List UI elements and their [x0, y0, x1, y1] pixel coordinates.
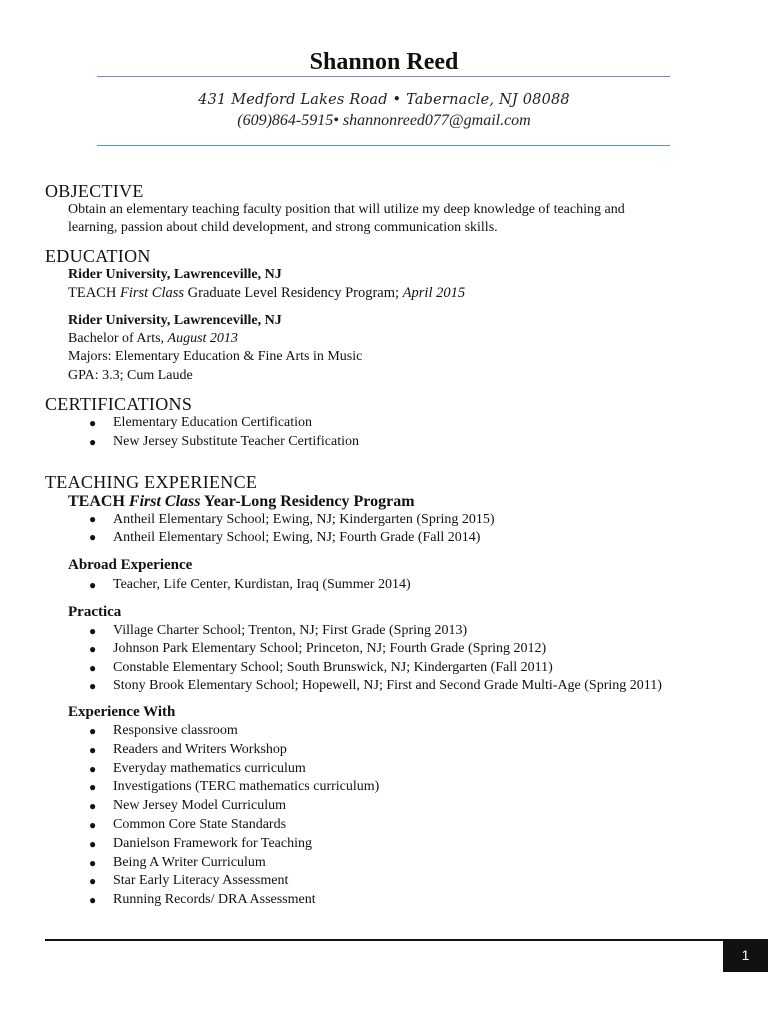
degree-prefix: Bachelor of Arts, — [68, 331, 168, 346]
abroad-title: Abroad Experience — [68, 557, 193, 573]
degree-date: August 2013 — [167, 331, 238, 346]
address-line: 431 Medford Lakes Road • Tabernacle, NJ 08088 — [198, 92, 570, 108]
list-item — [89, 835, 379, 854]
list-item-text: Johnson Park Elementary School; Princeton, NJ; Fourth Grade (Spring 2012) — [113, 641, 547, 657]
certifications-heading: CERTIFICATIONS — [45, 394, 193, 414]
list-item — [89, 741, 379, 760]
bullet-icon: ● — [89, 780, 97, 795]
list-item-text: Everyday mathematics curriculum — [113, 760, 306, 776]
program-mid: Graduate Level Residency Program; — [184, 285, 403, 301]
list-item — [89, 511, 495, 529]
experience-with-title: Experience With — [68, 704, 176, 720]
list-item-text: Elementary Education Certification — [113, 415, 313, 430]
list-item-text: Constable Elementary School; South Brunswick, NJ; Kindergarten (Fall 2011) — [113, 659, 553, 675]
list-item-text: Stony Brook Elementary School; Hopewell, NJ; First and Second Grade Multi-Age (Spring 2011) — [113, 677, 662, 693]
bullet-icon: ● — [89, 529, 97, 544]
education-degree-line — [68, 330, 238, 348]
list-item-text: New Jersey Model Curriculum — [113, 798, 287, 814]
residency-title — [68, 492, 415, 512]
list-item — [89, 797, 379, 816]
residency-suffix: Year-Long Residency Program — [200, 493, 415, 510]
list-item — [89, 414, 359, 433]
education-majors: Majors: Elementary Education & Fine Arts in Music — [68, 349, 363, 364]
resume-name: Shannon Reed — [309, 49, 459, 75]
list-item-text: Village Charter School; Trenton, NJ; First Grade (Spring 2013) — [113, 623, 468, 638]
bullet-icon: ● — [89, 642, 97, 657]
experience-with-list — [89, 722, 379, 910]
page-number: 1 — [723, 939, 768, 972]
practica-title: Practica — [68, 604, 122, 620]
bullet-icon: ● — [89, 874, 97, 889]
list-item — [89, 576, 411, 595]
list-item-text: Danielson Framework for Teaching — [113, 835, 312, 851]
bullet-icon: ● — [89, 416, 97, 430]
list-item — [89, 529, 495, 547]
list-item — [89, 433, 359, 452]
list-item — [89, 640, 662, 658]
list-item — [89, 854, 379, 873]
program-prefix: TEACH — [68, 285, 120, 301]
list-item — [89, 891, 379, 910]
residency-prefix: TEACH — [68, 493, 129, 510]
list-item — [89, 677, 662, 695]
footer-rule — [45, 939, 723, 941]
list-item-text: New Jersey Substitute Teacher Certification — [113, 433, 360, 449]
education-gpa: GPA: 3.3; Cum Laude — [68, 368, 193, 383]
residency-list — [89, 511, 495, 546]
education-school-2: Rider University, Lawrenceville, NJ — [68, 313, 282, 328]
list-item — [89, 778, 379, 797]
list-item-text: Star Early Literacy Assessment — [113, 873, 289, 889]
education-program-line — [68, 284, 465, 302]
objective-heading: OBJECTIVE — [45, 181, 144, 201]
bullet-icon: ● — [89, 512, 97, 526]
abroad-list — [89, 576, 411, 595]
list-item — [89, 872, 379, 891]
program-date: April 2015 — [402, 285, 466, 301]
list-item — [89, 760, 379, 779]
list-item — [89, 816, 379, 835]
bullet-icon: ● — [89, 434, 97, 449]
bullet-icon: ● — [89, 578, 97, 592]
residency-italic: First Class — [128, 493, 201, 510]
education-heading: EDUCATION — [45, 246, 151, 266]
objective-line-2: learning, passion about child development, and strong communication skills. — [68, 220, 498, 235]
list-item-text: Antheil Elementary School; Ewing, NJ; Kindergarten (Spring 2015) — [113, 512, 495, 527]
program-italic: First Class — [119, 285, 185, 301]
bullet-icon: ● — [89, 799, 97, 814]
bullet-icon: ● — [89, 893, 97, 908]
objective-line-1: Obtain an elementary teaching faculty position that will utilize my deep knowledge of teaching and — [68, 202, 625, 217]
list-item — [89, 722, 379, 741]
header-rule-top — [97, 76, 670, 77]
certifications-list — [89, 414, 359, 452]
education-school-1: Rider University, Lawrenceville, NJ — [68, 267, 282, 282]
bullet-icon: ● — [89, 855, 97, 870]
list-item-text: Being A Writer Curriculum — [113, 854, 266, 870]
contact-line: (609)864-5915• shannonreed077@gmail.com — [237, 112, 531, 129]
header-rule-bottom — [97, 145, 670, 146]
practica-list — [89, 622, 662, 695]
list-item — [89, 659, 662, 677]
bullet-icon: ● — [89, 761, 97, 776]
list-item-text: Running Records/ DRA Assessment — [113, 892, 316, 908]
bullet-icon: ● — [89, 660, 97, 675]
bullet-icon: ● — [89, 836, 97, 851]
list-item-text: Antheil Elementary School; Ewing, NJ; Fourth Grade (Fall 2014) — [113, 529, 481, 545]
list-item-text: Responsive classroom — [113, 723, 238, 738]
list-item — [89, 622, 662, 640]
bullet-icon: ● — [89, 624, 97, 638]
bullet-icon: ● — [89, 817, 97, 832]
teaching-experience-heading: TEACHING EXPERIENCE — [45, 472, 258, 492]
bullet-icon: ● — [89, 724, 97, 738]
list-item-text: Investigations (TERC mathematics curriculum) — [113, 779, 380, 795]
list-item-text: Readers and Writers Workshop — [113, 741, 287, 757]
bullet-icon: ● — [89, 678, 97, 693]
list-item-text: Common Core State Standards — [113, 816, 287, 832]
bullet-icon: ● — [89, 742, 97, 757]
list-item-text: Teacher, Life Center, Kurdistan, Iraq (Summer 2014) — [113, 577, 411, 592]
